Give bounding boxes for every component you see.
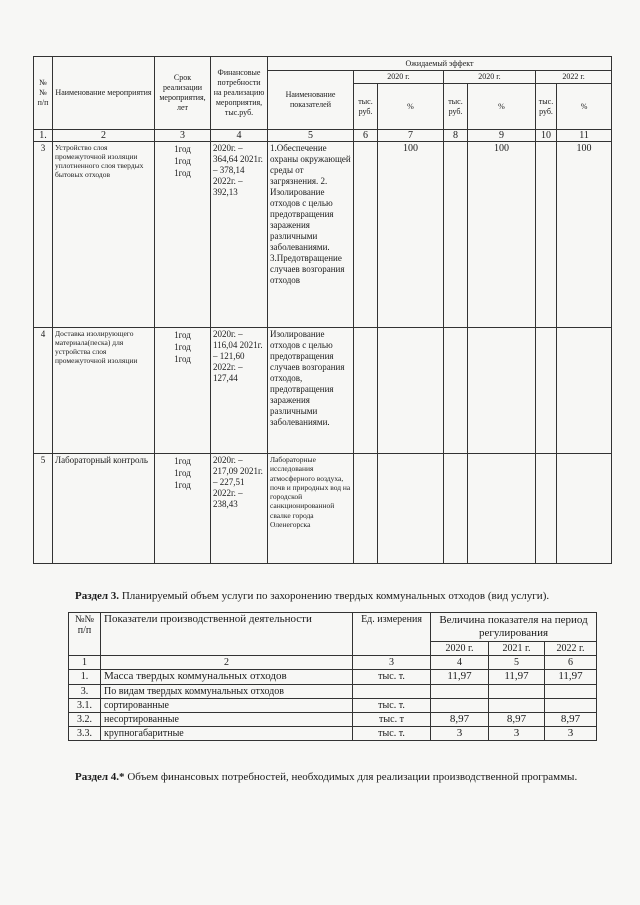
row-value xyxy=(545,685,597,699)
row-indicators: Изолирование отходов с целью предотвращения случаев возгорания отходов, предотвращения заражения различными заболеваниями. xyxy=(268,328,354,454)
header-unit: Ед. измерения xyxy=(353,613,431,656)
col-number: 5 xyxy=(489,656,545,670)
row-value: 11,97 xyxy=(545,670,597,685)
row-term: 1год 1год 1год xyxy=(155,454,211,564)
header-year-2: 2020 г. xyxy=(444,71,536,84)
header-unit: тыс. руб. xyxy=(444,84,468,130)
col-number: 4 xyxy=(211,130,268,142)
table-row xyxy=(69,727,597,741)
header-name: Наименование мероприятия xyxy=(53,57,155,130)
row-num: 3 xyxy=(34,142,53,328)
section-4-label: Раздел 4.* xyxy=(75,771,125,783)
col-number: 11 xyxy=(557,130,612,142)
row-value: 3 xyxy=(489,727,545,741)
row-num: 3.3. xyxy=(69,727,101,741)
row-value: 11,97 xyxy=(489,670,545,685)
section-3-label: Раздел 3. xyxy=(75,590,120,602)
table-row xyxy=(69,713,597,727)
header-pct: % xyxy=(557,84,612,130)
row-unit: тыс. т. xyxy=(353,727,431,741)
section-3-heading xyxy=(75,589,615,603)
header-year: 2020 г. xyxy=(431,642,489,656)
header-pct: % xyxy=(378,84,444,130)
row-num: 3. xyxy=(69,685,101,699)
row-finance: 2020г. – 116,04 2021г. – 121,60 2022г. – 127,44 xyxy=(211,328,268,454)
col-number: 1. xyxy=(34,130,53,142)
table-row xyxy=(34,328,612,454)
row-unit: тыс. т xyxy=(353,713,431,727)
header-pct: % xyxy=(468,84,536,130)
table-row xyxy=(69,685,597,699)
section-3-text: Планируемый объем услуги по захоронению твердых коммунальных отходов (вид услуги). xyxy=(119,590,550,602)
row-unit xyxy=(353,685,431,699)
row-percent xyxy=(557,454,612,564)
table-row xyxy=(34,142,612,328)
row-percent: 100 xyxy=(468,142,536,328)
row-value xyxy=(545,699,597,713)
row-value: 8,97 xyxy=(431,713,489,727)
header-num: №№ п/п xyxy=(34,57,53,130)
header-effect: Ожидаемый эффект xyxy=(268,57,612,71)
section-4-heading xyxy=(75,770,590,784)
row-finance: 2020г. – 364,64 2021г. – 378,14 2022г. – 392,13 xyxy=(211,142,268,328)
col-number: 9 xyxy=(468,130,536,142)
col-number: 3 xyxy=(353,656,431,670)
row-indicators: Лабораторные исследования атмосферного воздуха, почв и природных вод на городской санкционированной свалке города Оленегорска xyxy=(268,454,354,564)
col-number: 8 xyxy=(444,130,468,142)
header-value: Величина показателя на период регулирования xyxy=(431,613,597,642)
header-term: Срок реализации мероприятия, лет xyxy=(155,57,211,130)
row-unit: тыс. т. xyxy=(353,699,431,713)
header-indicator: Показатели производственной деятельности xyxy=(101,613,353,656)
row-indicator: сортированные xyxy=(101,699,353,713)
row-percent xyxy=(378,454,444,564)
header-year: 2021 г. xyxy=(489,642,545,656)
row-value: 8,97 xyxy=(545,713,597,727)
row-indicator: крупногабаритные xyxy=(101,727,353,741)
header-year-3: 2022 г. xyxy=(536,71,612,84)
row-num: 3.1. xyxy=(69,699,101,713)
table-row xyxy=(69,670,597,685)
service-volume-table xyxy=(68,612,597,741)
col-number: 10 xyxy=(536,130,557,142)
row-name: Лабораторный контроль xyxy=(53,454,155,564)
row-finance: 2020г. – 217,09 2021г. – 227,51 2022г. – 238,43 xyxy=(211,454,268,564)
row-indicators: 1.Обеспечение охраны окружающей среды от загрязнения. 2. Изолирование отходов с целью предотвращения заражения различными заболеваниями. 3.Предотвращение случаев возгорания отходов xyxy=(268,142,354,328)
row-term: 1год 1год 1год xyxy=(155,142,211,328)
header-year: 2022 г. xyxy=(545,642,597,656)
header-unit: тыс. руб. xyxy=(354,84,378,130)
col-number: 6 xyxy=(545,656,597,670)
row-unit: тыс. т. xyxy=(353,670,431,685)
col-number: 4 xyxy=(431,656,489,670)
row-term: 1год 1год 1год xyxy=(155,328,211,454)
header-year-1: 2020 г. xyxy=(354,71,444,84)
row-num: 3.2. xyxy=(69,713,101,727)
row-value xyxy=(431,699,489,713)
header-indicators: Наименование показателей xyxy=(268,71,354,130)
row-percent: 100 xyxy=(378,142,444,328)
row-indicator: По видам твердых коммунальных отходов xyxy=(101,685,353,699)
table-row xyxy=(69,699,597,713)
row-name: Доставка изолирующего материала(песка) для устройства слоя промежуточной изоляции xyxy=(53,328,155,454)
col-number: 3 xyxy=(155,130,211,142)
row-value xyxy=(489,699,545,713)
row-indicator: несортированные xyxy=(101,713,353,727)
header-unit: тыс. руб. xyxy=(536,84,557,130)
col-number: 5 xyxy=(268,130,354,142)
col-number: 2 xyxy=(53,130,155,142)
row-value: 3 xyxy=(545,727,597,741)
row-num: 4 xyxy=(34,328,53,454)
row-num: 1. xyxy=(69,670,101,685)
row-percent xyxy=(468,328,536,454)
measures-table xyxy=(33,56,612,564)
row-value: 11,97 xyxy=(431,670,489,685)
col-number: 7 xyxy=(378,130,444,142)
row-value: 8,97 xyxy=(489,713,545,727)
row-percent: 100 xyxy=(557,142,612,328)
col-number: 1 xyxy=(69,656,101,670)
row-num: 5 xyxy=(34,454,53,564)
row-percent xyxy=(378,328,444,454)
row-value xyxy=(489,685,545,699)
row-value: 3 xyxy=(431,727,489,741)
section-4-text: Объем финансовых потребностей, необходимых для реализации производственной программы. xyxy=(124,771,578,783)
header-finance: Финансовые потребности на реализацию мероприятия, тыс.руб. xyxy=(211,57,268,130)
row-percent xyxy=(468,454,536,564)
row-percent xyxy=(557,328,612,454)
header-num: №№ п/п xyxy=(69,613,101,656)
table-row xyxy=(34,454,612,564)
col-number: 6 xyxy=(354,130,378,142)
col-number: 2 xyxy=(101,656,353,670)
row-indicator: Масса твердых коммунальных отходов xyxy=(101,670,353,685)
row-name: Устройство слоя промежуточной изоляции уплотненного слоя твердых бытовых отходов xyxy=(53,142,155,328)
row-value xyxy=(431,685,489,699)
